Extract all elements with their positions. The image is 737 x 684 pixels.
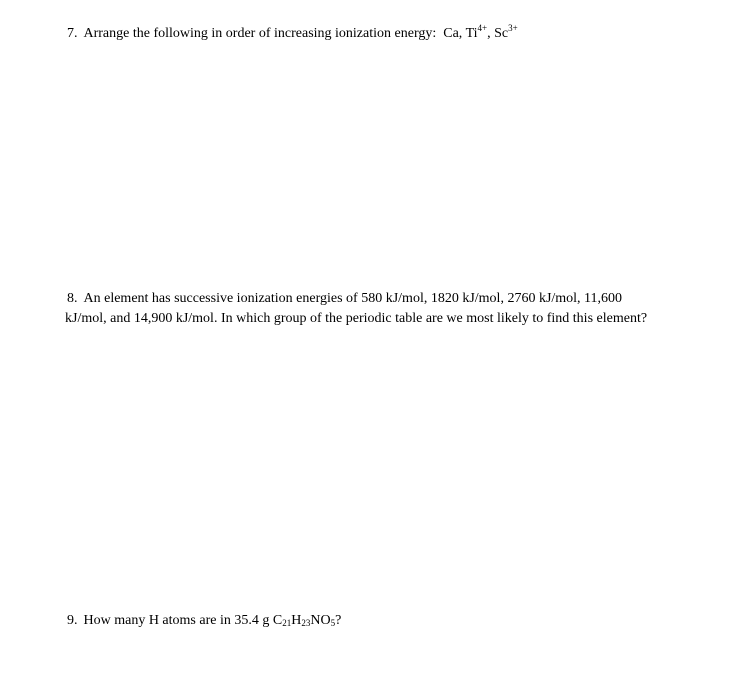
- chemical-formula: [273, 613, 335, 628]
- formula-carbon: C: [272, 613, 283, 628]
- question-number: 8.: [67, 291, 78, 306]
- question-mark: ?: [335, 613, 342, 628]
- species-ca: Ca,: [443, 26, 463, 41]
- question-9: [67, 611, 341, 631]
- species-sc-charge: 3+: [508, 23, 518, 33]
- species-sc: Sc: [494, 26, 509, 41]
- formula-hydrogen-count: 23: [301, 618, 311, 628]
- question-8: [67, 289, 647, 329]
- formula-hydrogen: H: [291, 613, 302, 628]
- question-text: Arrange the following in order of increasing ionization energy:: [83, 26, 437, 41]
- formula-carbon-count: 21: [282, 618, 292, 628]
- question-number: 7.: [67, 26, 78, 41]
- formula-oxygen-count: 5: [330, 618, 336, 628]
- species-ti-charge: 4+: [477, 23, 488, 33]
- species-ti: Ti: [465, 26, 478, 41]
- question-7: [67, 24, 518, 44]
- question-text-line-1: An element has successive ionization energies of 580 kJ/mol, 1820 kJ/mol, 2760 kJ/mol, 11,600: [83, 291, 623, 306]
- formula-nitrogen-oxygen: NO: [310, 613, 331, 628]
- question-text-line-2: kJ/mol, and 14,900 kJ/mol. In which group of the periodic table are we most likely to find this element?: [65, 311, 648, 326]
- question-number: 9.: [67, 613, 78, 628]
- comma: ,: [487, 26, 491, 41]
- question-text: How many H atoms are in 35.4 g: [83, 613, 270, 628]
